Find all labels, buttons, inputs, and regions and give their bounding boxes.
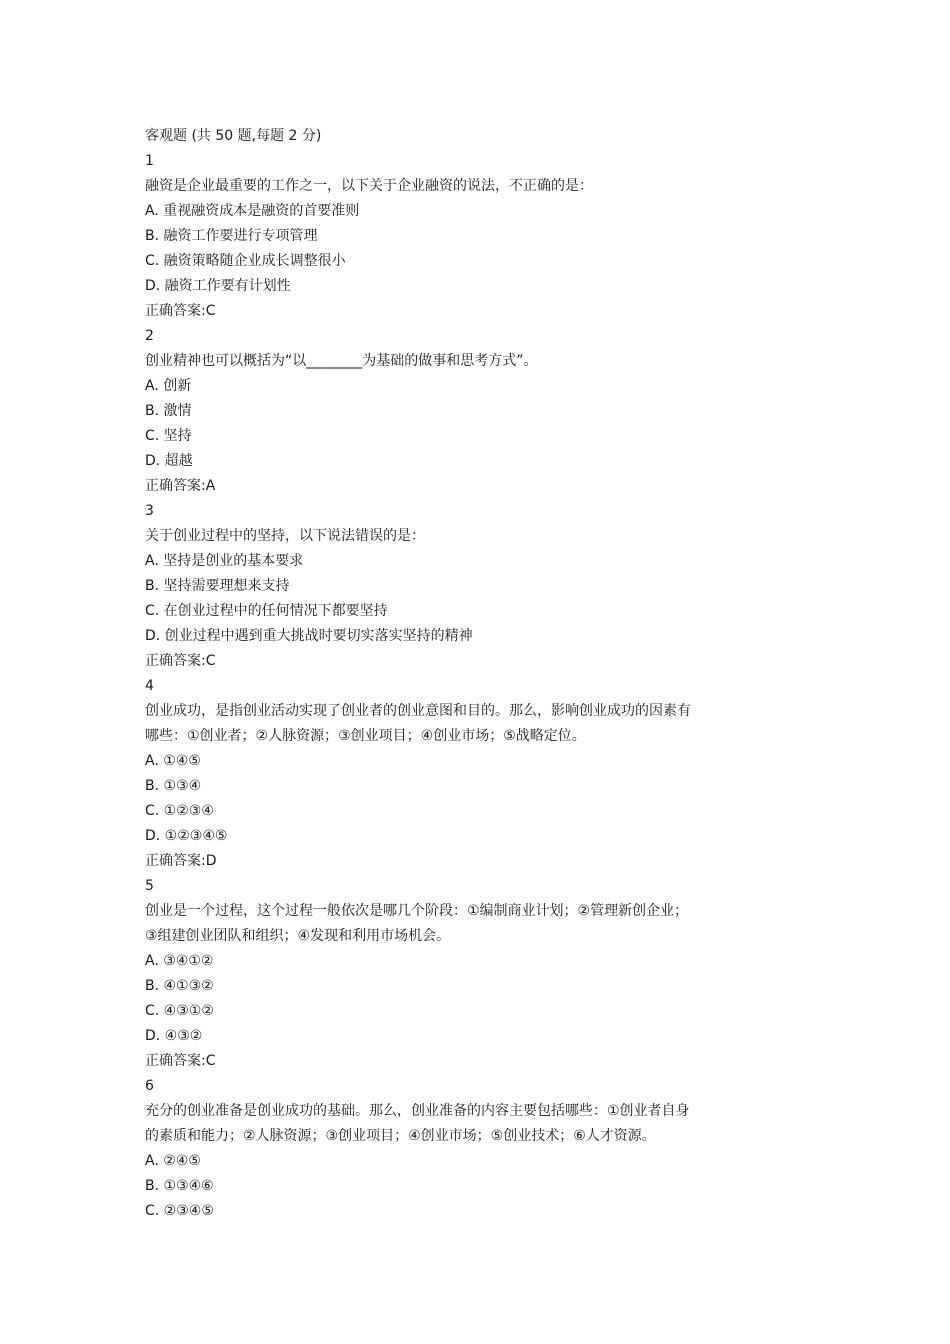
option-c: C. ②③④⑤ <box>145 1203 214 1219</box>
option-c: C. 在创业过程中的任何情况下都要坚持 <box>145 603 388 619</box>
option-c: C. ④③①② <box>145 1003 214 1019</box>
option-d: D. ④③② <box>145 1028 203 1044</box>
question-number: 5 <box>145 878 154 894</box>
question-number: 6 <box>145 1078 154 1094</box>
question-number: 4 <box>145 678 154 694</box>
option-d: D. 融资工作要有计划性 <box>145 278 291 294</box>
option-a: A. 重视融资成本是融资的首要准则 <box>145 203 360 219</box>
option-a: A. ①④⑤ <box>145 753 201 769</box>
option-d: D. 创业过程中遇到重大挑战时要切实落实坚持的精神 <box>145 628 473 644</box>
option-b: B. ①③④⑥ <box>145 1178 214 1194</box>
question-6 <box>145 1074 815 1224</box>
option-b: B. 激情 <box>145 403 192 419</box>
correct-answer: 正确答案:A <box>145 478 216 494</box>
correct-answer: 正确答案:C <box>145 1053 216 1069</box>
question-stem-line-1: 充分的创业准备是创业成功的基础。那么，创业准备的内容主要包括哪些：①创业者自身 <box>145 1103 690 1119</box>
question-stem: 融资是企业最重要的工作之一，以下关于企业融资的说法，不正确的是： <box>145 178 593 194</box>
option-d: D. ①②③④⑤ <box>145 828 228 844</box>
option-a: A. 创新 <box>145 378 192 394</box>
question-3 <box>145 499 815 674</box>
correct-answer: 正确答案:C <box>145 653 216 669</box>
option-a: A. 坚持是创业的基本要求 <box>145 553 304 569</box>
section-header: 客观题 (共 50 题,每题 2 分) <box>145 128 322 144</box>
question-2 <box>145 324 815 499</box>
option-b: B. ①③④ <box>145 778 202 794</box>
question-stem-line-1: 创业成功，是指创业活动实现了创业者的创业意图和目的。那么，影响创业成功的因素有 <box>145 703 691 719</box>
question-stem-line-2: 哪些：①创业者；②人脉资源；③创业项目；④创业市场；⑤战略定位。 <box>145 728 586 744</box>
question-number: 1 <box>145 153 154 169</box>
question-stem: 关于创业过程中的坚持，以下说法错误的是： <box>145 528 425 544</box>
question-5 <box>145 874 815 1074</box>
question-stem-line-2: ③组建创业团队和组织；④发现和利用市场机会。 <box>145 928 451 944</box>
correct-answer: 正确答案:D <box>145 853 217 869</box>
question-number: 2 <box>145 328 154 344</box>
option-c: C. ①②③④ <box>145 803 214 819</box>
question-4 <box>145 674 815 874</box>
question-1 <box>145 149 815 324</box>
exam-content <box>145 124 815 1224</box>
option-c: C. 融资策略随企业成长调整很小 <box>145 253 346 269</box>
option-b: B. ④①③② <box>145 978 214 994</box>
question-stem-line-2: 的素质和能力；②人脉资源；③创业项目；④创业市场；⑤创业技术；⑥人才资源。 <box>145 1128 656 1144</box>
option-b: B. 融资工作要进行专项管理 <box>145 228 318 244</box>
option-a: A. ②④⑤ <box>145 1153 201 1169</box>
option-c: C. 坚持 <box>145 428 192 444</box>
question-stem-line-1: 创业是一个过程，这个过程一般依次是哪几个阶段：①编制商业计划；②管理新创企业； <box>145 903 689 919</box>
question-stem: 创业精神也可以概括为“以________为基础的做事和思考方式”。 <box>145 353 538 369</box>
option-b: B. 坚持需要理想来支持 <box>145 578 290 594</box>
question-number: 3 <box>145 503 154 519</box>
correct-answer: 正确答案:C <box>145 303 216 319</box>
option-d: D. 超越 <box>145 453 193 469</box>
option-a: A. ③④①② <box>145 953 214 969</box>
